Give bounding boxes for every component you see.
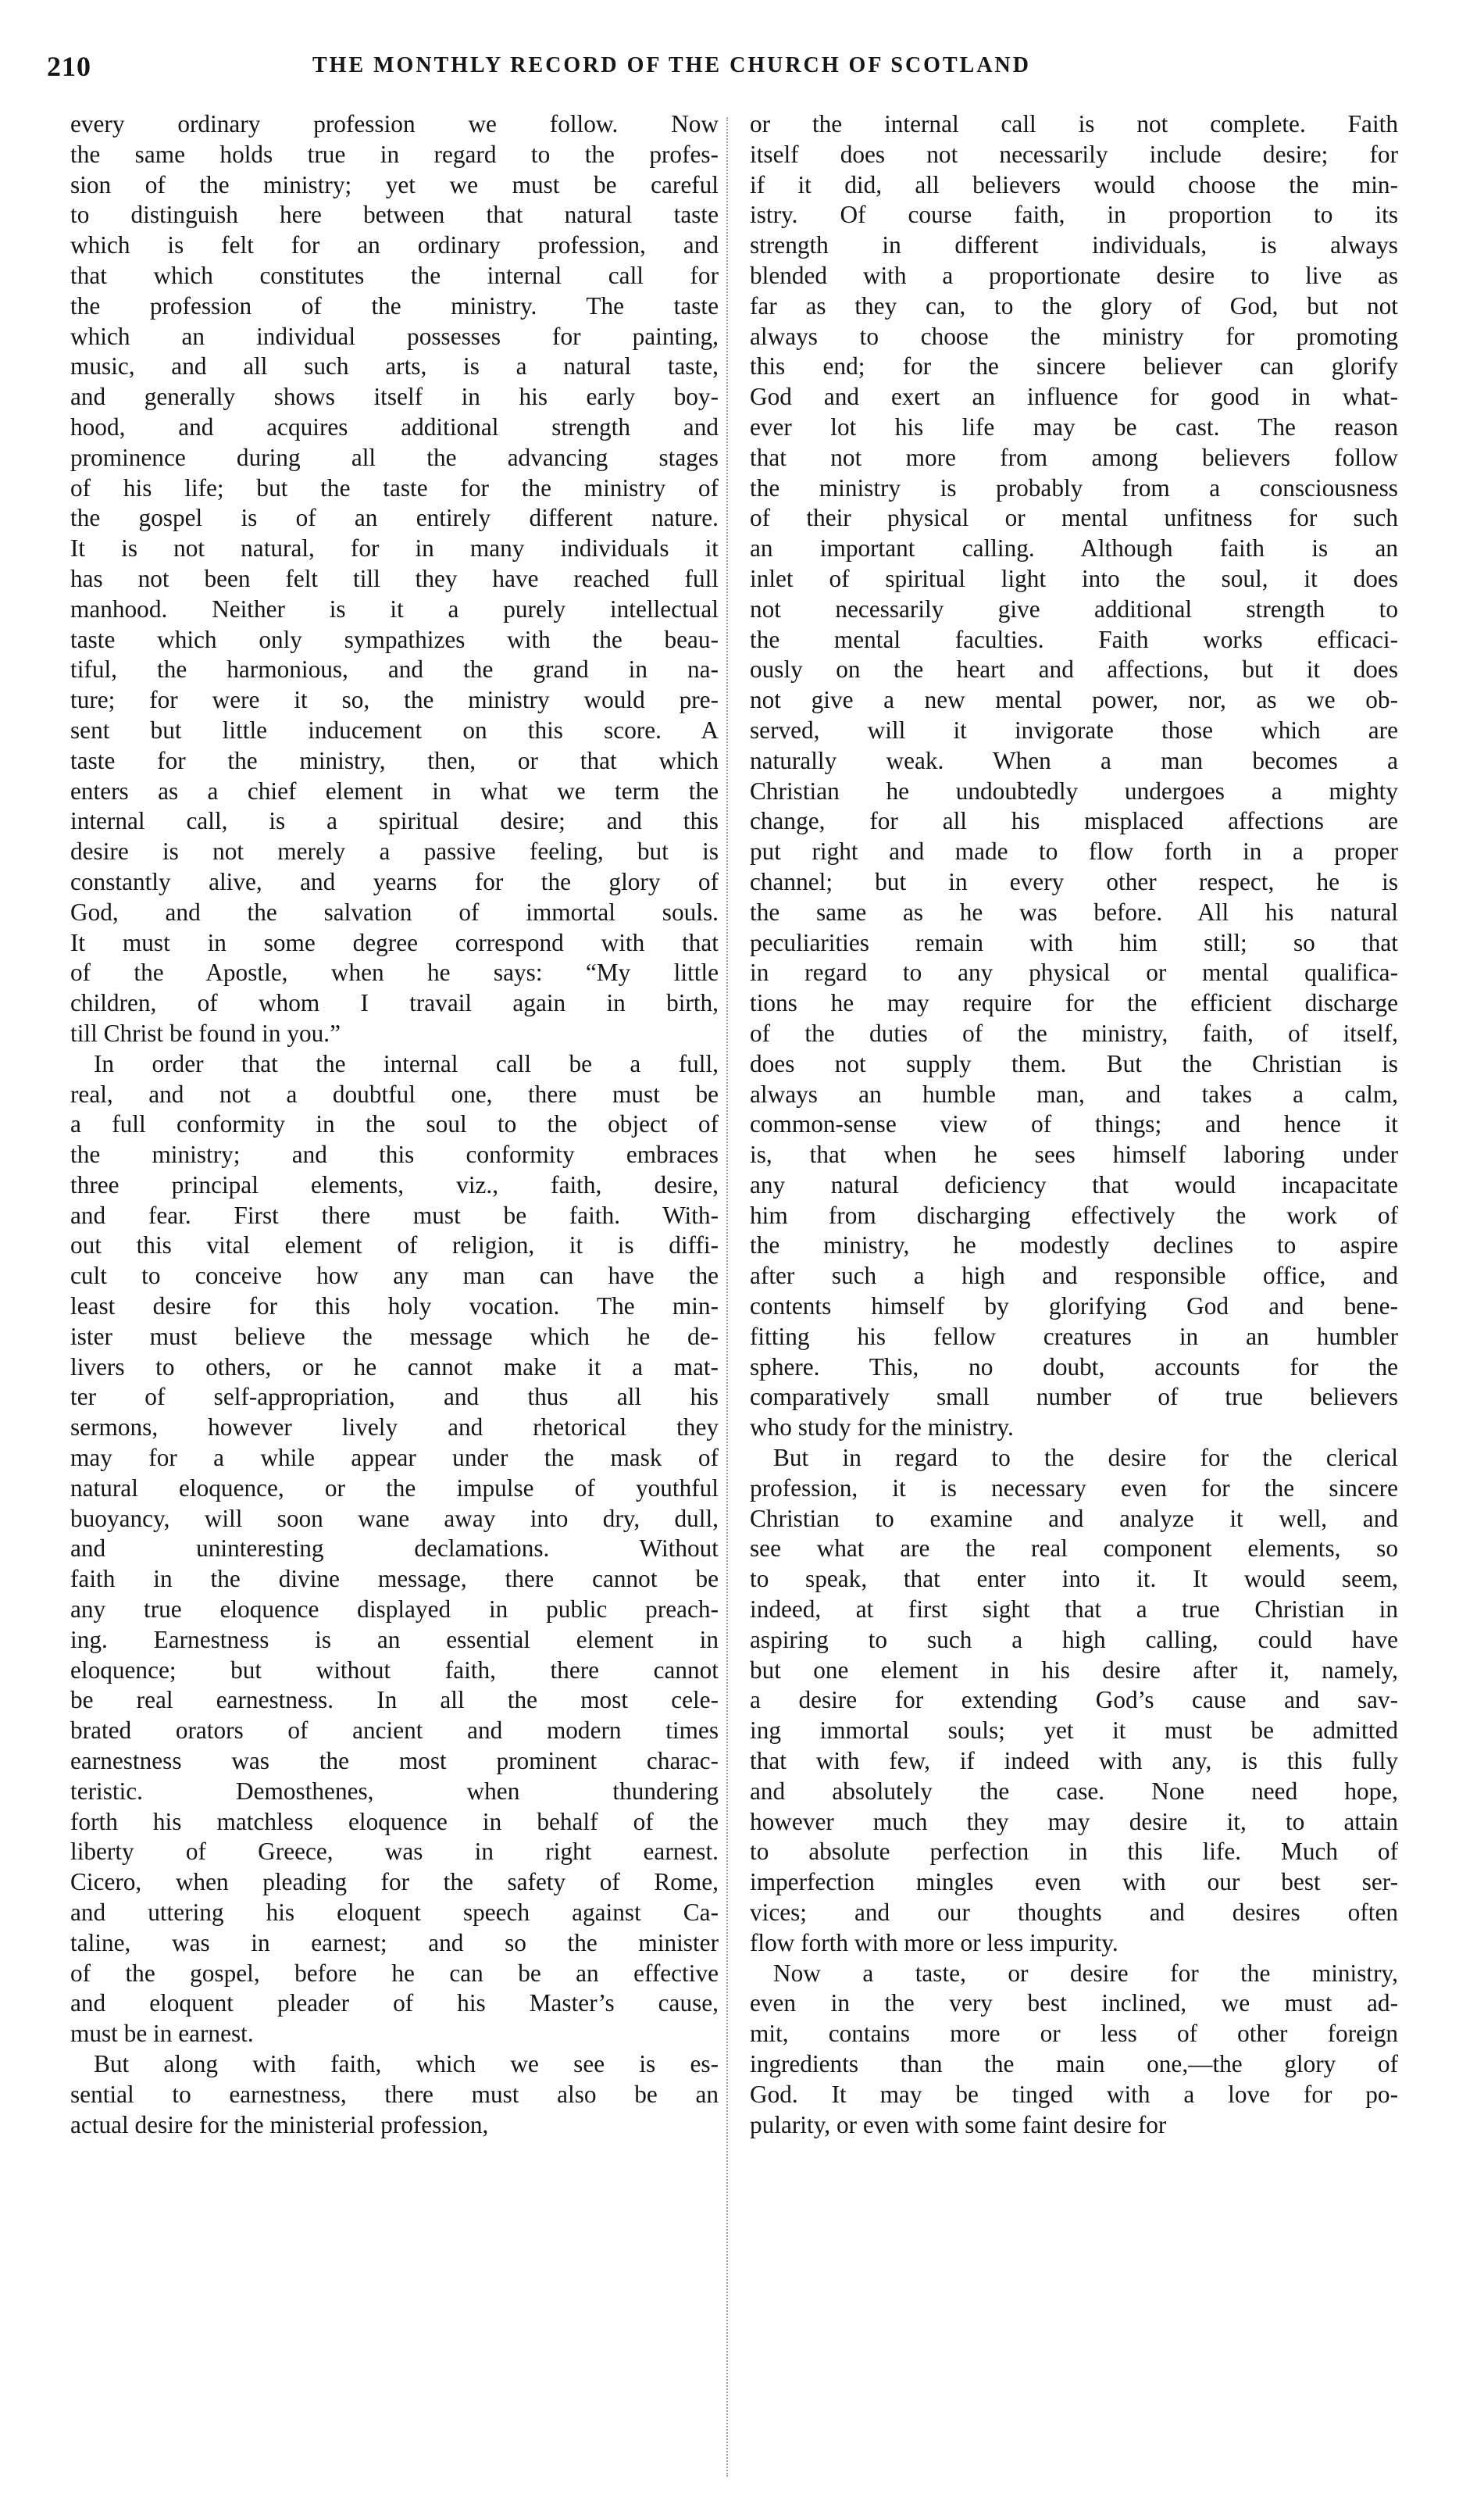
text-line: any true eloquence displayed in public preach- (70, 1595, 719, 1624)
text-line: hood, and acquires additional strength and (70, 413, 719, 441)
text-line: that which constitutes the internal call for (70, 261, 719, 289)
text-line: every ordinary profession we follow. Now (70, 110, 719, 138)
text-line: fitting his fellow creatures in an humbler (750, 1322, 1398, 1350)
text-line: out this vital element of religion, it is diffi- (70, 1231, 719, 1259)
text-line: however much they may desire it, to attain (750, 1807, 1398, 1835)
text-line: of their physical or mental unfitness for such (750, 504, 1398, 532)
text-line: ing immortal souls; yet it must be admitted (750, 1717, 1398, 1745)
text-line: always to choose the ministry for promoting (750, 322, 1398, 350)
text-line: inlet of spiritual light into the soul, it does (750, 564, 1398, 592)
text-line: earnestness was the most prominent charac- (70, 1747, 719, 1775)
text-line: imperfection mingles even with our best ser- (750, 1868, 1398, 1896)
text-line: be real earnestness. In all the most cele- (70, 1686, 719, 1714)
text-line: It must in some degree correspond with that (70, 928, 719, 956)
text-line: children, of whom I travail again in birth, (70, 989, 719, 1017)
text-line: ture; for were it so, the ministry would pre- (70, 686, 719, 714)
text-line: the same as he was before. All his natural (750, 898, 1398, 926)
text-line: put right and made to flow forth in a proper (750, 838, 1398, 866)
text-line: Now a taste, or desire for the ministry, (773, 1959, 1398, 1987)
text-line: of the duties of the ministry, faith, of itself, (750, 1019, 1398, 1047)
text-line: any natural deficiency that would incapacitate (750, 1170, 1398, 1199)
text-line: enters as a chief element in what we term the (70, 777, 719, 805)
text-line: God, and the salvation of immortal souls. (70, 898, 719, 926)
text-line: common-sense view of things; and hence it (750, 1110, 1398, 1138)
text-line: of the Apostle, when he says: “My little (70, 959, 719, 987)
text-line: that not more from among believers follow (750, 443, 1398, 471)
text-line: Christian to examine and analyze it well, and (750, 1504, 1398, 1532)
text-line: of his life; but the taste for the ministry of (70, 473, 719, 502)
text-line: music, and all such arts, is a natural taste, (70, 352, 719, 380)
text-line: the gospel is of an entirely different nature. (70, 504, 719, 532)
text-line: God. It may be tinged with a love for po- (750, 2080, 1398, 2108)
text-line: who study for the ministry. (750, 1413, 1014, 1441)
text-line: taline, was in earnest; and so the minister (70, 1928, 719, 1956)
text-line: contents himself by glorifying God and bene- (750, 1292, 1398, 1320)
text-line: till Christ be found in you.” (70, 1019, 341, 1047)
text-line: least desire for this holy vocation. The min- (70, 1292, 719, 1320)
text-line: after such a high and responsible office, and (750, 1262, 1398, 1290)
text-line: if it did, all believers would choose the min- (750, 170, 1398, 198)
text-line: indeed, at first sight that a true Christian in (750, 1595, 1398, 1624)
text-line: real, and not a doubtful one, there must be (70, 1080, 719, 1108)
text-line: sermons, however lively and rhetorical they (70, 1413, 719, 1441)
text-line: teristic. Demosthenes, when thundering (70, 1777, 719, 1805)
text-line: the mental faculties. Faith works efficaci- (750, 625, 1398, 653)
text-line: to absolute perfection in this life. Much of (750, 1838, 1398, 1866)
text-line: eloquence; but without faith, there cannot (70, 1656, 719, 1684)
text-line: that with few, if indeed with any, is this fully (750, 1747, 1398, 1775)
text-line: forth his matchless eloquence in behalf of the (70, 1807, 719, 1835)
text-line: an important calling. Although faith is an (750, 534, 1398, 563)
text-line: and uninteresting declamations. Without (70, 1534, 719, 1563)
text-line: three principal elements, viz., faith, desire, (70, 1170, 719, 1199)
text-line: to distinguish here between that natural taste (70, 201, 719, 229)
text-line: tions he may require for the efficient discharge (750, 989, 1398, 1017)
text-line: naturally weak. When a man becomes a (750, 746, 1398, 774)
text-line: sion of the ministry; yet we must be careful (70, 170, 719, 198)
text-line: profession, it is necessary even for the sincere (750, 1474, 1398, 1502)
text-line: to speak, that enter into it. It would seem, (750, 1565, 1398, 1593)
text-line: in regard to any physical or mental qualifica- (750, 959, 1398, 987)
text-line: far as they can, to the glory of God, but not (750, 291, 1398, 320)
text-line: or the internal call is not complete. Faith (750, 110, 1398, 138)
text-line: actual desire for the ministerial profession, (70, 2110, 489, 2138)
text-line: the ministry is probably from a consciousness (750, 473, 1398, 502)
text-line: constantly alive, and yearns for the glory of (70, 867, 719, 895)
text-line: sent but little inducement on this score. A (70, 716, 719, 744)
text-line: taste for the ministry, then, or that which (70, 746, 719, 774)
text-line: is, that when he sees himself laboring under (750, 1141, 1398, 1169)
text-line: and uttering his eloquent speech against Ca- (70, 1899, 719, 1927)
text-line: and eloquent pleader of his Master’s cause, (70, 1989, 719, 2017)
text-line: Christian he undoubtedly undergoes a mighty (750, 777, 1398, 805)
text-line: vices; and our thoughts and desires often (750, 1899, 1398, 1927)
text-line: sential to earnestness, there must also be an (70, 2080, 719, 2108)
text-line: desire is not merely a passive feeling, but is (70, 838, 719, 866)
text-line: not give a new mental power, nor, as we ob- (750, 686, 1398, 714)
text-line: blended with a proportionate desire to live as (750, 261, 1398, 289)
text-line: livers to others, or he cannot make it a mat- (70, 1352, 719, 1381)
text-line: manhood. Neither is it a purely intellectual (70, 595, 719, 623)
text-line: aspiring to such a high calling, could have (750, 1625, 1398, 1653)
text-line: liberty of Greece, was in right earnest. (70, 1838, 719, 1866)
text-line: God and exert an influence for good in what- (750, 383, 1398, 411)
journal-title: THE MONTHLY RECORD OF THE CHURCH OF SCOTLAND (312, 53, 1031, 77)
text-line: of the gospel, before he can be an effective (70, 1959, 719, 1987)
text-line: see what are the real component elements, so (750, 1534, 1398, 1563)
text-line: which an individual possesses for painting, (70, 322, 719, 350)
text-line: sphere. This, no doubt, accounts for the (750, 1352, 1398, 1381)
text-line: pularity, or even with some faint desire for (750, 2110, 1167, 2138)
left-column (70, 109, 719, 2140)
text-line: peculiarities remain with him still; so that (750, 928, 1398, 956)
text-line: served, will it invigorate those which are (750, 716, 1398, 744)
right-column (750, 109, 1398, 2140)
text-line: brated orators of ancient and modern times (70, 1717, 719, 1745)
text-line: a desire for extending God’s cause and sav- (750, 1686, 1398, 1714)
text-line: comparatively small number of true believers (750, 1383, 1398, 1411)
text-line: ister must believe the message which he de- (70, 1322, 719, 1350)
text-line: itself does not necessarily include desire; for (750, 140, 1398, 168)
text-line: a full conformity in the soul to the object of (70, 1110, 719, 1138)
text-line: which is felt for an ordinary profession, and (70, 231, 719, 259)
text-line: may for a while appear under the mask of (70, 1444, 719, 1472)
text-line: Cicero, when pleading for the safety of Rome, (70, 1868, 719, 1896)
text-line: But along with faith, which we see is es- (94, 2050, 719, 2077)
text-line: taste which only sympathizes with the beau- (70, 625, 719, 653)
text-line: ingredients than the main one,—the glory of (750, 2050, 1398, 2077)
text-line: and generally shows itself in his early boy- (70, 383, 719, 411)
column-divider (726, 117, 728, 2477)
text-line: even in the very best inclined, we must ad- (750, 1989, 1398, 2017)
text-line: istry. Of course faith, in proportion to its (750, 201, 1398, 229)
text-line: ever lot his life may be cast. The reason (750, 413, 1398, 441)
text-line: change, for all his misplaced affections are (750, 807, 1398, 835)
text-line: channel; but in every other respect, he is (750, 867, 1398, 895)
text-line: him from discharging effectively the work of (750, 1201, 1398, 1229)
text-line: ously on the heart and affections, but it does (750, 656, 1398, 684)
text-line: and absolutely the case. None need hope, (750, 1777, 1398, 1805)
text-line: and fear. First there must be faith. With- (70, 1201, 719, 1229)
text-line: strength in different individuals, is always (750, 231, 1398, 259)
text-line: this end; for the sincere believer can glorify (750, 352, 1398, 380)
text-line: cult to conceive how any man can have the (70, 1262, 719, 1290)
text-line: It is not natural, for in many individuals it (70, 534, 719, 563)
text-line: not necessarily give additional strength to (750, 595, 1398, 623)
text-line: ing. Earnestness is an essential element in (70, 1625, 719, 1653)
text-line: In order that the internal call be a full, (94, 1049, 719, 1077)
running-head (47, 50, 1406, 81)
text-line: But in regard to the desire for the clerical (773, 1444, 1398, 1472)
text-line: ter of self-appropriation, and thus all his (70, 1383, 719, 1411)
text-line: tiful, the harmonious, and the grand in na- (70, 656, 719, 684)
text-line: the profession of the ministry. The taste (70, 291, 719, 320)
text-line: but one element in his desire after it, namely, (750, 1656, 1398, 1684)
text-line: the same holds true in regard to the profes- (70, 140, 719, 168)
text-line: must be in earnest. (70, 2020, 254, 2048)
text-line: faith in the divine message, there cannot be (70, 1565, 719, 1593)
text-line: the ministry; and this conformity embraces (70, 1141, 719, 1169)
text-line: always an humble man, and takes a calm, (750, 1080, 1398, 1108)
text-line: internal call, is a spiritual desire; and this (70, 807, 719, 835)
text-line: natural eloquence, or the impulse of youthful (70, 1474, 719, 1502)
text-line: has not been felt till they have reached full (70, 564, 719, 592)
text-line: prominence during all the advancing stages (70, 443, 719, 471)
text-line: buoyancy, will soon wane away into dry, dull, (70, 1504, 719, 1532)
text-line: flow forth with more or less impurity. (750, 1928, 1118, 1956)
text-line: mit, contains more or less of other foreign (750, 2020, 1398, 2048)
text-line: does not supply them. But the Christian is (750, 1049, 1398, 1077)
text-line: the ministry, he modestly declines to aspire (750, 1231, 1398, 1259)
page-number: 210 (47, 51, 91, 82)
